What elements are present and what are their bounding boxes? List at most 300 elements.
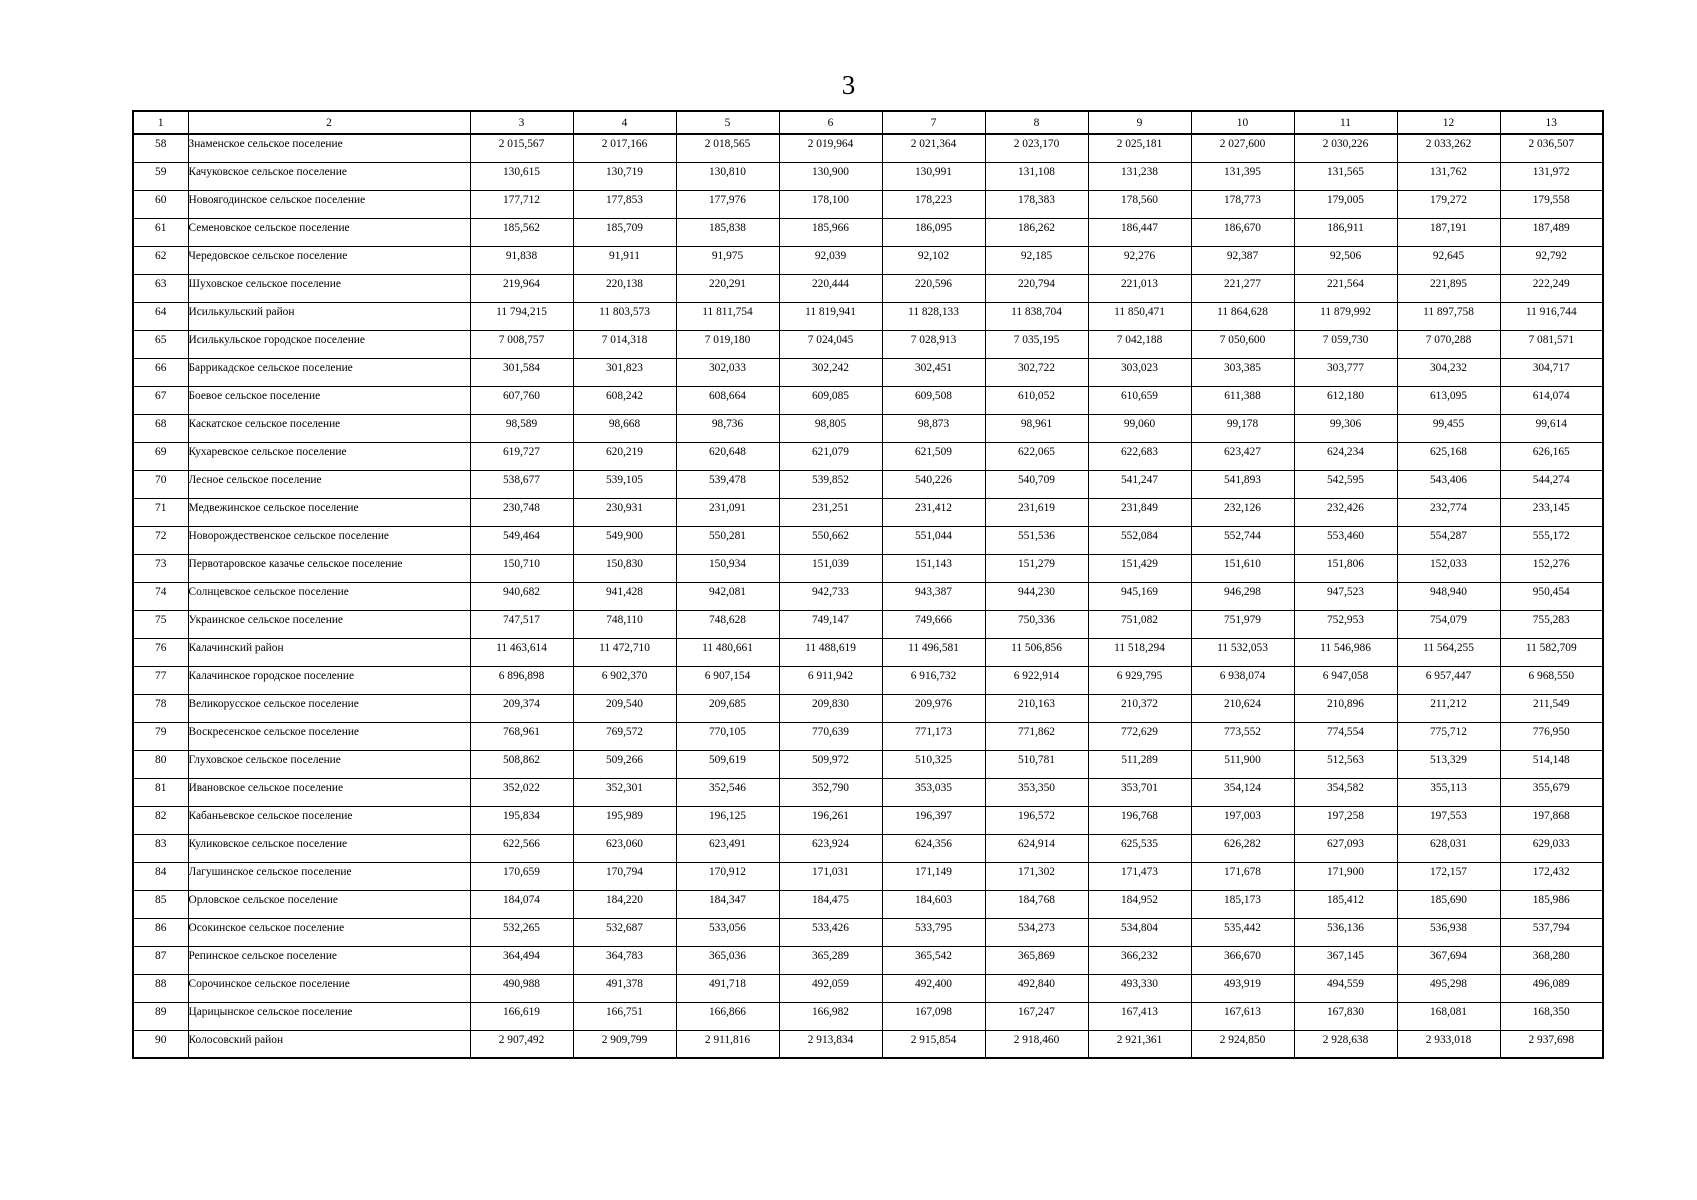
- value-cell: 2 023,170: [985, 134, 1088, 162]
- value-cell: 6 929,795: [1088, 666, 1191, 694]
- value-cell: 2 907,492: [470, 1030, 573, 1058]
- value-cell: 941,428: [573, 582, 676, 610]
- value-cell: 11 850,471: [1088, 302, 1191, 330]
- value-cell: 11 564,255: [1397, 638, 1500, 666]
- value-cell: 623,924: [779, 834, 882, 862]
- value-cell: 185,709: [573, 218, 676, 246]
- row-number-cell: 65: [133, 330, 188, 358]
- value-cell: 172,157: [1397, 862, 1500, 890]
- value-cell: 171,302: [985, 862, 1088, 890]
- value-cell: 533,426: [779, 918, 882, 946]
- value-cell: 209,830: [779, 694, 882, 722]
- municipality-name-cell: Исилькульский район: [188, 302, 470, 330]
- value-cell: 302,722: [985, 358, 1088, 386]
- municipality-name-cell: Исилькульское городское поселение: [188, 330, 470, 358]
- value-cell: 152,276: [1500, 554, 1603, 582]
- value-cell: 352,790: [779, 778, 882, 806]
- value-cell: 771,173: [882, 722, 985, 750]
- value-cell: 748,628: [676, 610, 779, 638]
- value-cell: 2 027,600: [1191, 134, 1294, 162]
- value-cell: 2 030,226: [1294, 134, 1397, 162]
- value-cell: 542,595: [1294, 470, 1397, 498]
- value-cell: 185,412: [1294, 890, 1397, 918]
- value-cell: 221,013: [1088, 274, 1191, 302]
- value-cell: 544,274: [1500, 470, 1603, 498]
- row-number-cell: 60: [133, 190, 188, 218]
- value-cell: 2 033,262: [1397, 134, 1500, 162]
- municipality-name-cell: Ивановское сельское поселение: [188, 778, 470, 806]
- column-header: 13: [1500, 111, 1603, 134]
- value-cell: 491,718: [676, 974, 779, 1002]
- value-cell: 495,298: [1397, 974, 1500, 1002]
- value-cell: 184,347: [676, 890, 779, 918]
- municipality-name-cell: Чередовское сельское поселение: [188, 246, 470, 274]
- value-cell: 612,180: [1294, 386, 1397, 414]
- row-number-cell: 66: [133, 358, 188, 386]
- value-cell: 231,619: [985, 498, 1088, 526]
- value-cell: 220,291: [676, 274, 779, 302]
- value-cell: 11 546,986: [1294, 638, 1397, 666]
- value-cell: 221,277: [1191, 274, 1294, 302]
- value-cell: 490,988: [470, 974, 573, 1002]
- row-number-cell: 68: [133, 414, 188, 442]
- value-cell: 492,400: [882, 974, 985, 1002]
- page-number: 3: [841, 70, 856, 100]
- value-cell: 11 803,573: [573, 302, 676, 330]
- value-cell: 11 488,619: [779, 638, 882, 666]
- value-cell: 130,991: [882, 162, 985, 190]
- value-cell: 619,727: [470, 442, 573, 470]
- column-header: 12: [1397, 111, 1500, 134]
- value-cell: 178,560: [1088, 190, 1191, 218]
- column-header: 11: [1294, 111, 1397, 134]
- value-cell: 608,664: [676, 386, 779, 414]
- value-cell: 171,473: [1088, 862, 1191, 890]
- value-cell: 168,350: [1500, 1002, 1603, 1030]
- value-cell: 178,773: [1191, 190, 1294, 218]
- value-cell: 221,895: [1397, 274, 1500, 302]
- value-cell: 304,232: [1397, 358, 1500, 386]
- value-cell: 771,862: [985, 722, 1088, 750]
- value-cell: 626,165: [1500, 442, 1603, 470]
- value-cell: 354,124: [1191, 778, 1294, 806]
- value-cell: 11 828,133: [882, 302, 985, 330]
- value-cell: 622,065: [985, 442, 1088, 470]
- value-cell: 92,102: [882, 246, 985, 274]
- value-cell: 220,596: [882, 274, 985, 302]
- value-cell: 11 864,628: [1191, 302, 1294, 330]
- value-cell: 772,629: [1088, 722, 1191, 750]
- value-cell: 494,559: [1294, 974, 1397, 1002]
- value-cell: 150,934: [676, 554, 779, 582]
- table-row: [133, 470, 1603, 498]
- value-cell: 184,475: [779, 890, 882, 918]
- value-cell: 2 937,698: [1500, 1030, 1603, 1058]
- value-cell: 92,276: [1088, 246, 1191, 274]
- value-cell: 623,060: [573, 834, 676, 862]
- value-cell: 151,039: [779, 554, 882, 582]
- value-cell: 7 070,288: [1397, 330, 1500, 358]
- value-cell: 99,455: [1397, 414, 1500, 442]
- value-cell: 171,031: [779, 862, 882, 890]
- row-number-cell: 73: [133, 554, 188, 582]
- column-header: 10: [1191, 111, 1294, 134]
- value-cell: 7 081,571: [1500, 330, 1603, 358]
- value-cell: 197,258: [1294, 806, 1397, 834]
- value-cell: 150,830: [573, 554, 676, 582]
- value-cell: 540,226: [882, 470, 985, 498]
- value-cell: 99,060: [1088, 414, 1191, 442]
- value-cell: 950,454: [1500, 582, 1603, 610]
- value-cell: 184,768: [985, 890, 1088, 918]
- value-cell: 151,279: [985, 554, 1088, 582]
- value-cell: 211,549: [1500, 694, 1603, 722]
- value-cell: 770,639: [779, 722, 882, 750]
- value-cell: 6 907,154: [676, 666, 779, 694]
- value-cell: 231,849: [1088, 498, 1191, 526]
- municipality-name-cell: Первотаровское казачье сельское поселение: [188, 554, 470, 582]
- value-cell: 11 518,294: [1088, 638, 1191, 666]
- value-cell: 232,126: [1191, 498, 1294, 526]
- row-number-cell: 78: [133, 694, 188, 722]
- value-cell: 6 911,942: [779, 666, 882, 694]
- value-cell: 92,645: [1397, 246, 1500, 274]
- value-cell: 221,564: [1294, 274, 1397, 302]
- value-cell: 11 916,744: [1500, 302, 1603, 330]
- value-cell: 11 811,754: [676, 302, 779, 330]
- value-cell: 230,931: [573, 498, 676, 526]
- value-cell: 151,610: [1191, 554, 1294, 582]
- value-cell: 353,035: [882, 778, 985, 806]
- value-cell: 353,701: [1088, 778, 1191, 806]
- value-cell: 6 916,732: [882, 666, 985, 694]
- value-cell: 2 019,964: [779, 134, 882, 162]
- value-cell: 151,143: [882, 554, 985, 582]
- value-cell: 178,223: [882, 190, 985, 218]
- value-cell: 540,709: [985, 470, 1088, 498]
- value-cell: 491,378: [573, 974, 676, 1002]
- value-cell: 365,036: [676, 946, 779, 974]
- value-cell: 536,136: [1294, 918, 1397, 946]
- value-cell: 232,426: [1294, 498, 1397, 526]
- value-cell: 91,838: [470, 246, 573, 274]
- value-cell: 11 472,710: [573, 638, 676, 666]
- municipality-name-cell: Каскатское сельское поселение: [188, 414, 470, 442]
- table-row: [133, 918, 1603, 946]
- value-cell: 624,234: [1294, 442, 1397, 470]
- municipality-name-cell: Репинское сельское поселение: [188, 946, 470, 974]
- value-cell: 172,432: [1500, 862, 1603, 890]
- value-cell: 98,668: [573, 414, 676, 442]
- value-cell: 231,091: [676, 498, 779, 526]
- value-cell: 167,613: [1191, 1002, 1294, 1030]
- value-cell: 622,683: [1088, 442, 1191, 470]
- value-cell: 92,039: [779, 246, 882, 274]
- value-cell: 365,542: [882, 946, 985, 974]
- value-cell: 302,033: [676, 358, 779, 386]
- value-cell: 770,105: [676, 722, 779, 750]
- table-row: [133, 666, 1603, 694]
- value-cell: 196,768: [1088, 806, 1191, 834]
- municipality-name-cell: Кабаньевское сельское поселение: [188, 806, 470, 834]
- value-cell: 607,760: [470, 386, 573, 414]
- value-cell: 352,546: [676, 778, 779, 806]
- value-cell: 130,810: [676, 162, 779, 190]
- value-cell: 7 059,730: [1294, 330, 1397, 358]
- value-cell: 613,095: [1397, 386, 1500, 414]
- value-cell: 538,677: [470, 470, 573, 498]
- value-cell: 2 913,834: [779, 1030, 882, 1058]
- value-cell: 130,719: [573, 162, 676, 190]
- value-cell: 170,912: [676, 862, 779, 890]
- value-cell: 131,762: [1397, 162, 1500, 190]
- table-row: [133, 1030, 1603, 1058]
- value-cell: 510,781: [985, 750, 1088, 778]
- value-cell: 2 911,816: [676, 1030, 779, 1058]
- value-cell: 197,003: [1191, 806, 1294, 834]
- value-cell: 364,494: [470, 946, 573, 974]
- row-number-cell: 74: [133, 582, 188, 610]
- value-cell: 11 463,614: [470, 638, 573, 666]
- value-cell: 368,280: [1500, 946, 1603, 974]
- table-row: [133, 218, 1603, 246]
- column-header: 3: [470, 111, 573, 134]
- value-cell: 6 938,074: [1191, 666, 1294, 694]
- value-cell: 166,866: [676, 1002, 779, 1030]
- value-cell: 610,659: [1088, 386, 1191, 414]
- value-cell: 179,272: [1397, 190, 1500, 218]
- value-cell: 355,113: [1397, 778, 1500, 806]
- municipality-name-cell: Воскресенское сельское поселение: [188, 722, 470, 750]
- row-number-cell: 82: [133, 806, 188, 834]
- value-cell: 6 957,447: [1397, 666, 1500, 694]
- value-cell: 220,444: [779, 274, 882, 302]
- value-cell: 98,961: [985, 414, 1088, 442]
- value-cell: 187,489: [1500, 218, 1603, 246]
- value-cell: 185,562: [470, 218, 573, 246]
- value-cell: 365,869: [985, 946, 1088, 974]
- value-cell: 353,350: [985, 778, 1088, 806]
- row-number-cell: 58: [133, 134, 188, 162]
- table-header-row: [133, 111, 1603, 134]
- value-cell: 623,491: [676, 834, 779, 862]
- municipality-name-cell: Лесное сельское поселение: [188, 470, 470, 498]
- value-cell: 627,093: [1294, 834, 1397, 862]
- municipality-name-cell: Царицынское сельское поселение: [188, 1002, 470, 1030]
- value-cell: 6 947,058: [1294, 666, 1397, 694]
- value-cell: 177,976: [676, 190, 779, 218]
- row-number-cell: 69: [133, 442, 188, 470]
- value-cell: 541,893: [1191, 470, 1294, 498]
- value-cell: 166,982: [779, 1002, 882, 1030]
- value-cell: 130,900: [779, 162, 882, 190]
- municipality-name-cell: Лагушинское сельское поселение: [188, 862, 470, 890]
- municipality-name-cell: Баррикадское сельское поселение: [188, 358, 470, 386]
- row-number-cell: 76: [133, 638, 188, 666]
- value-cell: 220,794: [985, 274, 1088, 302]
- column-header: 9: [1088, 111, 1191, 134]
- municipality-name-cell: Куликовское сельское поселение: [188, 834, 470, 862]
- municipality-name-cell: Великорусское сельское поселение: [188, 694, 470, 722]
- value-cell: 197,868: [1500, 806, 1603, 834]
- value-cell: 2 918,460: [985, 1030, 1088, 1058]
- value-cell: 302,451: [882, 358, 985, 386]
- value-cell: 532,687: [573, 918, 676, 946]
- value-cell: 775,712: [1397, 722, 1500, 750]
- value-cell: 944,230: [985, 582, 1088, 610]
- value-cell: 536,938: [1397, 918, 1500, 946]
- value-cell: 541,247: [1088, 470, 1191, 498]
- table-row: [133, 974, 1603, 1002]
- value-cell: 2 924,850: [1191, 1030, 1294, 1058]
- value-cell: 365,289: [779, 946, 882, 974]
- value-cell: 6 902,370: [573, 666, 676, 694]
- value-cell: 533,795: [882, 918, 985, 946]
- value-cell: 940,682: [470, 582, 573, 610]
- column-header: 5: [676, 111, 779, 134]
- value-cell: 2 909,799: [573, 1030, 676, 1058]
- value-cell: 171,900: [1294, 862, 1397, 890]
- value-cell: 231,412: [882, 498, 985, 526]
- value-cell: 302,242: [779, 358, 882, 386]
- table-row: [133, 274, 1603, 302]
- municipality-name-cell: Глуховское сельское поселение: [188, 750, 470, 778]
- row-number-cell: 81: [133, 778, 188, 806]
- value-cell: 184,603: [882, 890, 985, 918]
- value-cell: 552,744: [1191, 526, 1294, 554]
- table-row: [133, 246, 1603, 274]
- value-cell: 493,330: [1088, 974, 1191, 1002]
- value-cell: 186,447: [1088, 218, 1191, 246]
- value-cell: 151,806: [1294, 554, 1397, 582]
- value-cell: 943,387: [882, 582, 985, 610]
- value-cell: 2 915,854: [882, 1030, 985, 1058]
- value-cell: 625,535: [1088, 834, 1191, 862]
- value-cell: 2 921,361: [1088, 1030, 1191, 1058]
- value-cell: 514,148: [1500, 750, 1603, 778]
- value-cell: 303,023: [1088, 358, 1191, 386]
- value-cell: 533,056: [676, 918, 779, 946]
- municipality-name-cell: Осокинское сельское поселение: [188, 918, 470, 946]
- value-cell: 539,852: [779, 470, 882, 498]
- value-cell: 185,173: [1191, 890, 1294, 918]
- value-cell: 168,081: [1397, 1002, 1500, 1030]
- value-cell: 492,059: [779, 974, 882, 1002]
- value-cell: 752,953: [1294, 610, 1397, 638]
- value-cell: 769,572: [573, 722, 676, 750]
- value-cell: 131,395: [1191, 162, 1294, 190]
- value-cell: 196,397: [882, 806, 985, 834]
- table-row: [133, 1002, 1603, 1030]
- value-cell: 496,089: [1500, 974, 1603, 1002]
- value-cell: 549,900: [573, 526, 676, 554]
- value-cell: 186,670: [1191, 218, 1294, 246]
- value-cell: 774,554: [1294, 722, 1397, 750]
- table-row: [133, 834, 1603, 862]
- value-cell: 611,388: [1191, 386, 1294, 414]
- value-cell: 509,972: [779, 750, 882, 778]
- value-cell: 364,783: [573, 946, 676, 974]
- value-cell: 7 024,045: [779, 330, 882, 358]
- table-row: [133, 722, 1603, 750]
- value-cell: 179,005: [1294, 190, 1397, 218]
- value-cell: 511,289: [1088, 750, 1191, 778]
- value-cell: 620,648: [676, 442, 779, 470]
- value-cell: 947,523: [1294, 582, 1397, 610]
- value-cell: 749,147: [779, 610, 882, 638]
- value-cell: 184,220: [573, 890, 676, 918]
- value-cell: 492,840: [985, 974, 1088, 1002]
- value-cell: 231,251: [779, 498, 882, 526]
- value-cell: 534,804: [1088, 918, 1191, 946]
- value-cell: 6 968,550: [1500, 666, 1603, 694]
- value-cell: 303,777: [1294, 358, 1397, 386]
- row-number-cell: 64: [133, 302, 188, 330]
- row-number-cell: 62: [133, 246, 188, 274]
- value-cell: 131,108: [985, 162, 1088, 190]
- value-cell: 91,911: [573, 246, 676, 274]
- value-cell: 534,273: [985, 918, 1088, 946]
- table-row: [133, 162, 1603, 190]
- table-row: [133, 694, 1603, 722]
- value-cell: 366,232: [1088, 946, 1191, 974]
- value-cell: 610,052: [985, 386, 1088, 414]
- value-cell: 98,873: [882, 414, 985, 442]
- value-cell: 942,081: [676, 582, 779, 610]
- value-cell: 621,509: [882, 442, 985, 470]
- column-header: 2: [188, 111, 470, 134]
- table-row: [133, 442, 1603, 470]
- row-number-cell: 83: [133, 834, 188, 862]
- value-cell: 185,986: [1500, 890, 1603, 918]
- value-cell: 511,900: [1191, 750, 1294, 778]
- row-number-cell: 87: [133, 946, 188, 974]
- value-cell: 509,619: [676, 750, 779, 778]
- row-number-cell: 75: [133, 610, 188, 638]
- value-cell: 209,374: [470, 694, 573, 722]
- value-cell: 754,079: [1397, 610, 1500, 638]
- municipality-name-cell: Калачинское городское поселение: [188, 666, 470, 694]
- municipality-name-cell: Калачинский район: [188, 638, 470, 666]
- value-cell: 185,966: [779, 218, 882, 246]
- value-cell: 99,306: [1294, 414, 1397, 442]
- value-cell: 222,249: [1500, 274, 1603, 302]
- value-cell: 366,670: [1191, 946, 1294, 974]
- value-cell: 178,100: [779, 190, 882, 218]
- table-row: [133, 778, 1603, 806]
- row-number-cell: 80: [133, 750, 188, 778]
- value-cell: 2 933,018: [1397, 1030, 1500, 1058]
- value-cell: 2 017,166: [573, 134, 676, 162]
- value-cell: 550,281: [676, 526, 779, 554]
- value-cell: 230,748: [470, 498, 573, 526]
- value-cell: 11 897,758: [1397, 302, 1500, 330]
- table-row: [133, 554, 1603, 582]
- value-cell: 170,794: [573, 862, 676, 890]
- value-cell: 184,074: [470, 890, 573, 918]
- table-row: [133, 190, 1603, 218]
- value-cell: 303,385: [1191, 358, 1294, 386]
- value-cell: 551,044: [882, 526, 985, 554]
- table-row: [133, 302, 1603, 330]
- value-cell: 355,679: [1500, 778, 1603, 806]
- municipality-name-cell: Колосовский район: [188, 1030, 470, 1058]
- municipality-name-cell: Боевое сельское поселение: [188, 386, 470, 414]
- municipality-name-cell: Новорождественское сельское поселение: [188, 526, 470, 554]
- table-row: [133, 638, 1603, 666]
- value-cell: 177,853: [573, 190, 676, 218]
- row-number-cell: 79: [133, 722, 188, 750]
